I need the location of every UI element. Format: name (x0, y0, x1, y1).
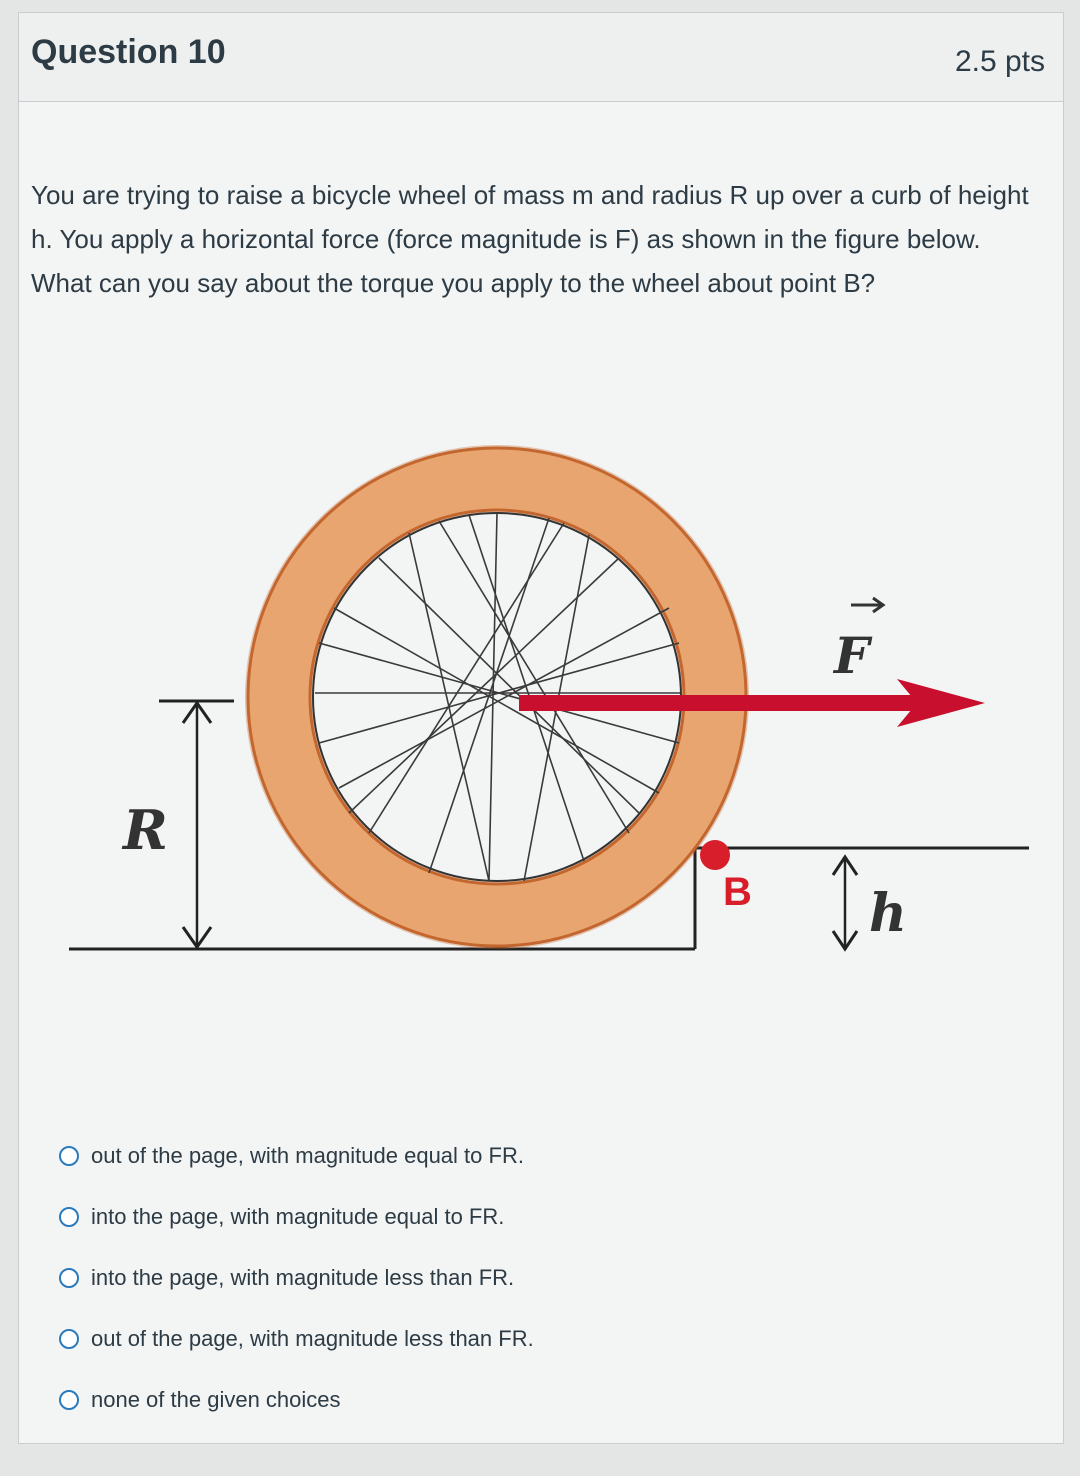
question-text: You are trying to raise a bicycle wheel of mass m and radius R up over a curb of height h. You apply a horizontal force (force magnitude is F) as shown in the figure below. What can you say about the torque you apply to the wheel about point B? (31, 180, 1029, 298)
question-header (19, 13, 1063, 102)
label-f: F (834, 626, 870, 685)
radio-button[interactable] (59, 1268, 79, 1288)
radio-button[interactable] (59, 1207, 79, 1227)
point-b (700, 840, 730, 870)
radio-button[interactable] (59, 1146, 79, 1166)
question-card (18, 12, 1064, 1444)
label-r: R (123, 798, 168, 862)
answer-label: into the page, with magnitude equal to FR. (91, 1203, 505, 1229)
answer-label: out of the page, with magnitude less than FR. (91, 1325, 534, 1351)
answer-label: out of the page, with magnitude equal to FR. (91, 1142, 524, 1168)
answer-option-1[interactable] (59, 1125, 1019, 1186)
label-h: h (869, 883, 907, 944)
radio-button[interactable] (59, 1390, 79, 1410)
answer-list (59, 1125, 1019, 1430)
radio-button[interactable] (59, 1329, 79, 1349)
question-points: 2.5 pts (954, 45, 1045, 78)
answer-option-4[interactable] (59, 1308, 1019, 1369)
answer-option-5[interactable] (59, 1369, 1019, 1430)
answer-option-2[interactable] (59, 1186, 1019, 1247)
answer-label: into the page, with magnitude less than FR. (91, 1264, 515, 1290)
label-b: B (723, 870, 752, 914)
question-title: Question 10 (31, 33, 226, 71)
answer-option-3[interactable] (59, 1247, 1019, 1308)
answer-label: none of the given choices (91, 1386, 341, 1412)
wheel-curb-figure (19, 393, 1063, 993)
